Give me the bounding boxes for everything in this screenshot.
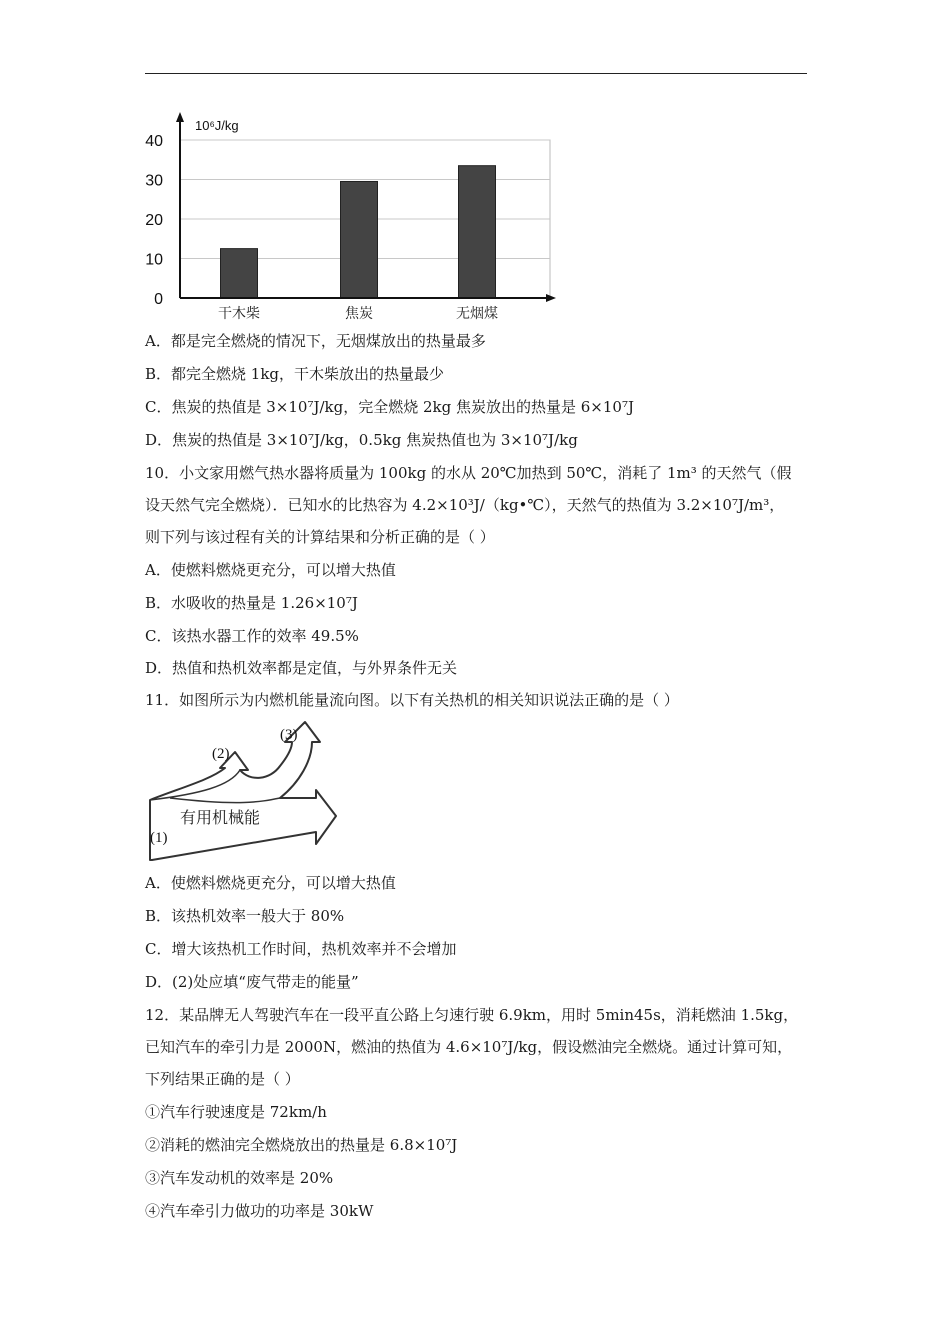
y-tick-label: 10 [145, 251, 163, 269]
diagram-label-1: (1) [150, 830, 168, 846]
q10-stem-line1: 10．小文家用燃气热水器将质量为 100kg 的水从 20℃加热到 50℃，消耗了 1m³ 的天然气（假 [145, 464, 792, 482]
x-category-label: 干木柴 [218, 306, 260, 322]
q12-stem-line1: 12．某品牌无人驾驶汽车在一段平直公路上匀速行驶 6.9km，用时 5min45s，消耗燃油 1.5kg， [145, 1006, 799, 1024]
x-category-label: 焦炭 [345, 306, 373, 322]
diagram-label-3: (3) [280, 727, 298, 743]
bar-2 [341, 181, 378, 298]
x-axis-arrow [546, 294, 556, 302]
q12-item-1: ①汽车行驶速度是 72km/h [145, 1103, 327, 1121]
q12-stem-line2: 已知汽车的牵引力是 2000N，燃油的热值为 4.6×10⁷J/kg，假设燃油完全燃烧。通过计算可知， [145, 1038, 793, 1056]
q9-option-c: C．焦炭的热值是 3×10⁷J/kg，完全燃烧 2kg 焦炭放出的热量是 6×10⁷J [145, 398, 634, 416]
q12-item-2: ②消耗的燃油完全燃烧放出的热量是 6.8×10⁷J [145, 1136, 458, 1154]
q11-option-c: C．增大该热机工作时间，热机效率并不会增加 [145, 940, 457, 958]
bar-3 [459, 166, 496, 298]
q10-option-d: D．热值和热机效率都是定值，与外界条件无关 [145, 659, 458, 677]
chart-categories [218, 305, 498, 322]
y-tick-label: 30 [145, 172, 163, 190]
q10-stem-line3: 则下列与该过程有关的计算结果和分析正确的是（ ） [145, 528, 495, 546]
q10-stem-line2: 设天然气完全燃烧）．已知水的比热容为 4.2×10³J/（kg•℃），天然气的热值为 3.2×10⁷J/m³， [145, 496, 785, 514]
q10-option-c: C．该热水器工作的效率 49.5% [145, 627, 359, 645]
header-rule [145, 73, 807, 74]
q12-stem-line3: 下列结果正确的是（ ） [145, 1070, 300, 1088]
q11-option-d: D．(2)处应填“废气带走的能量” [145, 973, 359, 991]
y-axis-arrow [176, 112, 184, 122]
x-category-label: 无烟煤 [456, 306, 498, 322]
q10-option-a: A．使燃料燃烧更充分，可以增大热值 [145, 561, 396, 579]
diagram-label-2: (2) [212, 746, 230, 762]
q12-item-3: ③汽车发动机的效率是 20% [145, 1169, 334, 1187]
bar-1 [221, 249, 258, 298]
q11-option-a: A．使燃料燃烧更充分，可以增大热值 [145, 874, 396, 892]
chart-y-ticks [145, 133, 163, 308]
q9-option-d: D．焦炭的热值是 3×10⁷J/kg，0.5kg 焦炭热值也为 3×10⁷J/kg [145, 431, 578, 449]
chart-bars [221, 166, 496, 298]
y-axis-unit-label: 10⁶J/kg [195, 118, 239, 133]
heat-value-bar-chart [135, 108, 565, 323]
q10-option-b: B．水吸收的热量是 1.26×10⁷J [145, 594, 358, 612]
q11-stem: 11．如图所示为内燃机能量流向图。以下有关热机的相关知识说法正确的是（ ） [145, 691, 679, 709]
y-tick-label: 20 [145, 212, 163, 229]
y-tick-label: 0 [154, 291, 163, 308]
q9-option-b: B．都完全燃烧 1kg，干木柴放出的热量最少 [145, 365, 445, 383]
q9-option-a: A．都是完全燃烧的情况下，无烟煤放出的热量最多 [145, 332, 486, 350]
energy-flow-arrows [150, 722, 336, 860]
diagram-label-useful: 有用机械能 [180, 808, 261, 827]
energy-flow-diagram [140, 720, 350, 865]
q11-option-b: B．该热机效率一般大于 80% [145, 907, 345, 925]
q12-item-4: ④汽车牵引力做功的功率是 30kW [145, 1202, 374, 1220]
y-tick-label: 40 [145, 133, 163, 150]
